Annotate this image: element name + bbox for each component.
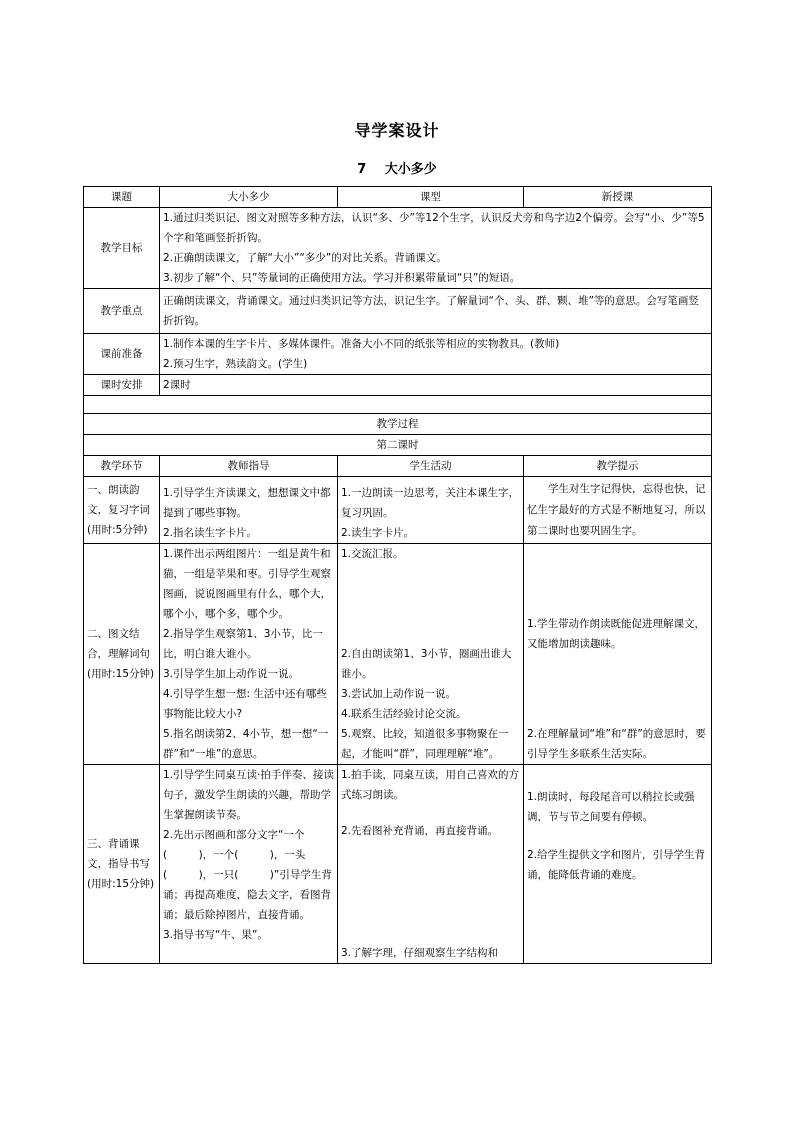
student-item: 4.联系生活经验讨论交流。 [341,708,467,720]
prep-item: 1.制作本课的生字卡片、多媒体课件。准备大小不同的纸张等相应的实物教具。(教师) [163,338,560,350]
student-item: 5.观察、比较，知道很多事物聚在一起，才能叫“群”，同理理解“堆”。 [341,728,509,760]
key-row [84,289,712,334]
student-item: 1.一边朗读一边思考，关注本课生字，复习巩固。 [341,487,520,519]
time-row [84,375,712,396]
type-value: 新授课 [524,187,712,208]
goals-row [84,208,712,289]
process-heading-row [84,414,712,435]
student-item: 2.自由朗读第1、3小节，圈画出谁大谁小。 [341,648,512,680]
teacher-item: 5.指名朗读第2、4小节，想一想“一群”和“一堆”的意思。 [163,728,329,760]
prep-cell [160,334,712,375]
student-item: 2.先看图补充背诵，再直接背诵。 [341,825,499,837]
lesson-plan-table [83,186,712,964]
stage-row [84,544,712,765]
goal-item: 3.初步了解“个、只”等量词的正确使用方法。学习并积累带量词“只”的短语。 [163,272,521,284]
session-heading: 第二课时 [84,435,712,456]
lesson-heading [0,158,794,177]
tip-cell [524,765,712,964]
blank-row [84,396,712,414]
goals-label: 教学目标 [84,208,160,289]
type-label: 课型 [338,187,524,208]
teacher-item: 2.先出示图画和部分文字“一个( )，一个( )，一头( )，一只( )”引导学生背诵；再提高难度，隐去文字，看图背诵；最后除掉图片，直接背诵。 [163,829,332,921]
student-item: 1.交流汇报。 [341,548,404,560]
student-cell [338,477,524,544]
tip-cell [524,544,712,765]
document-title: 导学案设计 [354,121,440,140]
session-row [84,435,712,456]
header-teacher: 教师指导 [160,456,338,477]
teacher-item: 4.引导学生想一想: 生活中还有哪些事物能比较大小? [163,688,327,720]
goals-cell [160,208,712,289]
student-item: 1.拍手读，同桌互读，用自己喜欢的方式练习朗读。 [341,769,520,801]
topic-row [84,187,712,208]
teacher-item: 2.指名读生字卡片。 [163,527,258,539]
topic-value: 大小多少 [160,187,338,208]
header-student: 学生活动 [338,456,524,477]
teacher-cell [160,544,338,765]
goal-item: 1.通过归类识记、图文对照等多种方法，认识“多、少”等12个生字，认识反犬旁和鸟字边2个偏旁。会写“小、少”等5个字和笔画竖折折钩。 [163,212,705,244]
time-label: 课时安排 [84,375,160,396]
prep-row [84,334,712,375]
student-cell [338,544,524,765]
teacher-cell [160,765,338,964]
header-tip: 教学提示 [524,456,712,477]
key-label: 教学重点 [84,289,160,334]
topic-label: 课题 [84,187,160,208]
stage-row [84,765,712,964]
teacher-item: 2.指导学生观察第1、3小节，比一比，明白谁大谁小。 [163,628,323,660]
prep-item: 2.预习生字，熟读韵文。(学生) [163,358,308,370]
blank-cell [84,396,712,414]
student-item: 3.尝试加上动作说一说。 [341,688,457,700]
lesson-number: 7 [357,162,367,177]
tip-item: 2.给学生提供文字和图片，引导学生背诵，能降低背诵的难度。 [527,849,706,881]
time-value: 2课时 [160,375,712,396]
stage-name: 一、朗读韵文，复习字词(用时:5分钟) [84,477,160,544]
student-cell [338,765,524,964]
teacher-item: 1.引导学生齐读课文，想想课文中都提到了哪些事物。 [163,487,331,519]
prep-label: 课前准备 [84,334,160,375]
teacher-item: 3.引导学生加上动作说一说。 [163,668,300,680]
process-heading: 教学过程 [84,414,712,435]
stage-name: 三、背诵课文，指导书写(用时:15分钟) [84,765,160,964]
tip-item: 2.在理解量词“堆”和“群”的意思时，要引导学生多联系生活实际。 [527,728,706,760]
header-stage: 教学环节 [84,456,160,477]
teacher-cell [160,477,338,544]
tip-item: 1.朗读时，每段尾音可以稍拉长或强调，节与节之间要有停顿。 [527,791,695,823]
tip-item: 1.学生带动作朗读既能促进理解课文，又能增加朗读趣味。 [527,618,706,650]
teacher-item: 3.指导书写“牛、果”。 [163,929,268,941]
teacher-item: 1.课件出示两组图片：一组是黄牛和猫，一组是苹果和枣。引导学生观察图画，说说图画里有什么，哪个大，哪个小，哪个多，哪个少。 [163,548,331,620]
student-item: 3.了解字理，仔细观察生字结构和 [341,947,499,959]
teacher-item: 1.引导学生同桌互读·拍手伴奏、接读句子，激发学生朗读的兴趣，帮助学生掌握朗读节奏。 [163,769,334,821]
goal-item: 2.正确朗读课文，了解“大小”“多少”的对比关系。背诵课文。 [163,252,447,264]
lesson-title: 大小多少 [384,162,437,177]
tip-cell: 学生对生字记得快，忘得也快，记忆生字最好的方式是不断地复习，所以第二课时也要巩固生字。 [524,477,712,544]
stage-name: 二、图文结合，理解词句(用时:15分钟) [84,544,160,765]
student-item: 2.读生字卡片。 [341,527,415,539]
key-text: 正确朗读课文，背诵课文。通过归类识记等方法，识记生字。了解量词“个、头、群、颗、堆”等的意思。会写笔画竖折折钩。 [160,289,712,334]
stage-row [84,477,712,544]
process-header-row [84,456,712,477]
